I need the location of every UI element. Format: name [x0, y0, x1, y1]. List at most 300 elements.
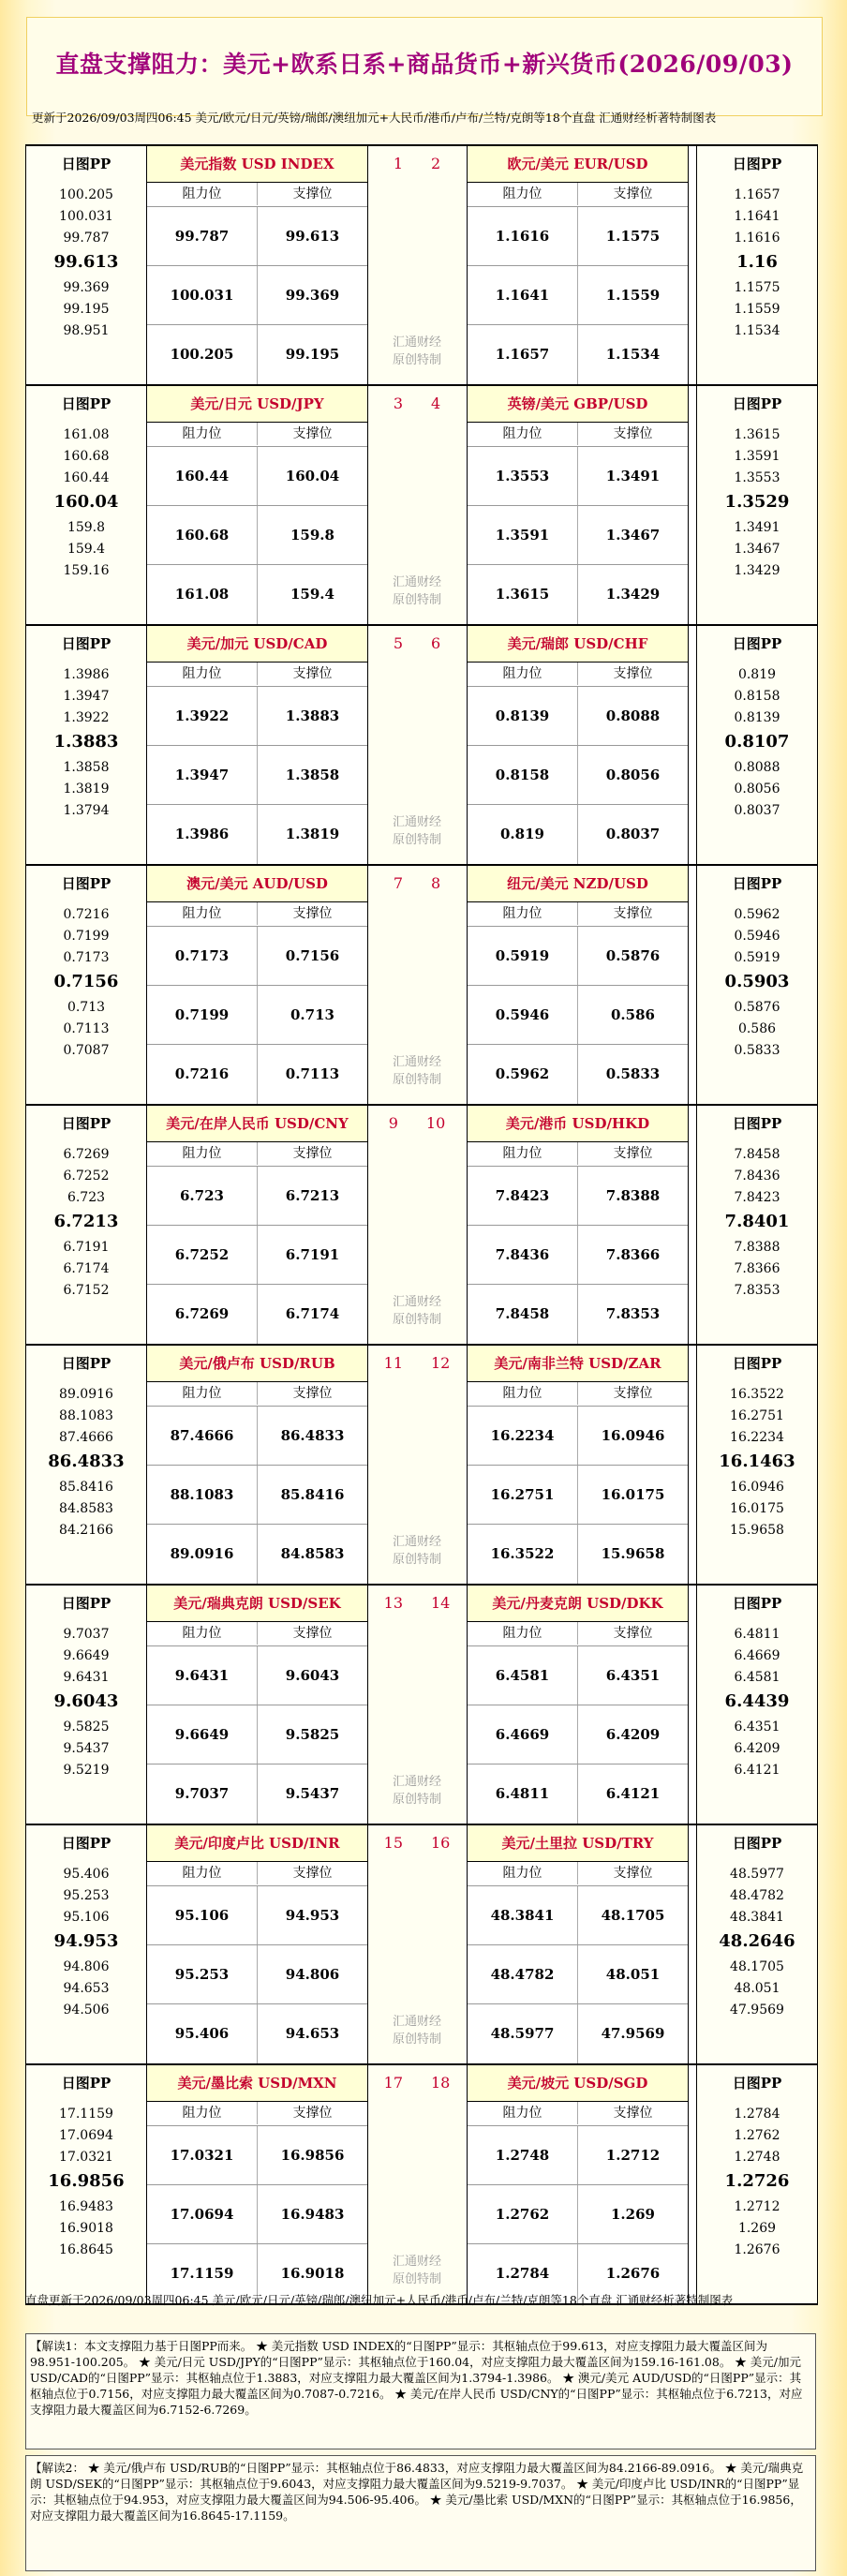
level-row: [468, 1406, 688, 1466]
resistance-header: 阻力位: [468, 183, 578, 205]
block-number-right: 12: [431, 1354, 451, 1372]
support-value: 94.806: [285, 1966, 340, 1983]
right-pivot-column: [696, 866, 817, 1104]
resistance-value: 89.0916: [147, 1525, 258, 1584]
currency-pair-table: [147, 146, 368, 384]
level-value: 9.7037: [63, 1627, 110, 1642]
resistance-value: 48.5977: [468, 2004, 578, 2063]
level-value: 16.0946: [730, 1480, 784, 1495]
resistance-value: 88.1083: [147, 1466, 258, 1525]
level-value: 1.1616: [734, 231, 780, 246]
resistance-header: 阻力位: [147, 1622, 258, 1645]
level-row: [147, 1465, 367, 1525]
level-value: 159.8: [67, 520, 106, 535]
level-value: 87.4666: [59, 1430, 113, 1445]
level-row: [147, 206, 367, 266]
pair-name: 美元/墨比索 USD/MXN: [147, 2065, 367, 2102]
pair-block: [26, 866, 817, 1106]
pivot-value: 1.16: [736, 252, 778, 272]
resistance-header: 阻力位: [468, 423, 578, 445]
resistance-header: 阻力位: [468, 1862, 578, 1884]
block-number-left: 15: [383, 1834, 403, 1852]
support-value: 0.7113: [285, 1065, 340, 1082]
watermark: [368, 1293, 466, 1329]
block-index-column: [368, 1825, 466, 2063]
level-value: 6.4669: [734, 1648, 780, 1663]
currency-pair-table: [147, 626, 368, 864]
level-row: [147, 1885, 367, 1945]
resistance-header: 阻力位: [468, 1142, 578, 1165]
level-value: 100.205: [59, 187, 113, 202]
watermark: [368, 334, 466, 369]
currency-pair-table: [467, 146, 689, 384]
support-header: 支撑位: [613, 1146, 653, 1161]
support-value: 0.713: [290, 1006, 334, 1023]
level-row: [147, 564, 367, 624]
support-header: 支撑位: [292, 666, 333, 681]
level-value: 1.1575: [734, 280, 780, 295]
resistance-value: 1.3553: [468, 447, 578, 506]
support-value: 85.8416: [280, 1486, 345, 1503]
level-value: 6.7252: [63, 1169, 110, 1184]
level-row: [147, 2125, 367, 2185]
level-row: [147, 926, 367, 986]
resistance-value: 161.08: [147, 565, 258, 624]
support-value: 16.9856: [280, 2147, 345, 2164]
watermark-line-1: 汇通财经: [392, 815, 441, 829]
resistance-header: 阻力位: [147, 1862, 258, 1884]
support-value: 6.7191: [285, 1246, 340, 1263]
level-row: [147, 265, 367, 325]
currency-pair-table: [147, 866, 368, 1104]
support-value: 7.8366: [605, 1246, 661, 1263]
level-value: 0.8037: [734, 803, 780, 818]
right-pivot-column: [696, 1825, 817, 2063]
resistance-value: 16.2751: [468, 1466, 578, 1525]
level-row: [468, 446, 688, 506]
resistance-value: 7.8423: [468, 1167, 578, 1226]
watermark-line-2: 原创特制: [392, 353, 441, 367]
block-number-left: 9: [388, 1114, 398, 1132]
resistance-header: 阻力位: [147, 1142, 258, 1165]
level-value: 7.8366: [734, 1261, 780, 1276]
level-value: 48.3841: [730, 1910, 784, 1925]
level-row: [147, 1406, 367, 1466]
level-value: 1.2784: [734, 2107, 780, 2122]
pivot-value: 7.8401: [724, 1212, 790, 1231]
block-number-left: 1: [393, 155, 403, 172]
level-value: 1.1641: [734, 209, 780, 224]
support-value: 99.195: [285, 346, 340, 363]
support-header: 支撑位: [613, 186, 653, 201]
level-value: 6.4209: [734, 1741, 780, 1756]
level-value: 1.1534: [734, 323, 780, 338]
support-value: 1.3429: [605, 586, 661, 603]
watermark-line-2: 原创特制: [392, 1793, 441, 1807]
resistance-value: 16.2234: [468, 1407, 578, 1466]
resistance-value: 0.5946: [468, 986, 578, 1045]
level-row: [147, 686, 367, 746]
block-numbers: [368, 1346, 466, 1381]
block-number-right: 14: [431, 1594, 451, 1612]
pivot-value: 86.4833: [48, 1452, 125, 1471]
resistance-value: 0.819: [468, 805, 578, 864]
watermark: [368, 1533, 466, 1569]
level-value: 1.3922: [63, 710, 110, 725]
pair-block: [26, 1825, 817, 2065]
support-value: 9.6043: [285, 1667, 340, 1684]
level-value: 1.3429: [734, 563, 780, 578]
block-index-column: [368, 1346, 466, 1584]
pivot-table: [25, 144, 818, 2305]
block-numbers: [368, 386, 466, 422]
watermark-line-2: 原创特制: [392, 833, 441, 847]
watermark-line-1: 汇通财经: [392, 1775, 441, 1789]
block-index-column: [368, 626, 466, 864]
block-index-column: [368, 146, 466, 384]
watermark-line-2: 原创特制: [392, 1073, 441, 1087]
pivot-value: 6.7213: [53, 1212, 119, 1231]
resistance-value: 1.3615: [468, 565, 578, 624]
resistance-value: 16.3522: [468, 1525, 578, 1584]
level-value: 0.7113: [63, 1021, 110, 1036]
pivot-value: 0.5903: [724, 972, 790, 991]
level-value: 159.4: [67, 542, 106, 557]
pair-block: [26, 1106, 817, 1346]
pair-name: 美元/在岸人民币 USD/CNY: [147, 1106, 367, 1142]
level-value: 160.44: [63, 470, 110, 485]
level-row: [147, 1166, 367, 1226]
daily-pp-header: 日图PP: [732, 1355, 782, 1372]
currency-pair-table: [147, 2065, 368, 2303]
block-numbers: [368, 626, 466, 662]
right-pivot-column: [696, 626, 817, 864]
level-value: 0.8056: [734, 782, 780, 797]
block-index-column: [368, 1106, 466, 1344]
level-value: 16.9483: [59, 2199, 113, 2214]
level-row: [147, 985, 367, 1045]
support-value: 1.2712: [605, 2147, 661, 2164]
block-numbers: [368, 2065, 466, 2101]
level-row: [147, 745, 367, 805]
left-pivot-column: [26, 1106, 147, 1344]
support-value: 0.8056: [605, 767, 661, 783]
block-number-right: 8: [431, 874, 441, 892]
level-value: 0.5962: [734, 907, 780, 922]
support-value: 7.8353: [605, 1305, 661, 1322]
level-value: 6.4351: [734, 1720, 780, 1735]
resistance-value: 0.5962: [468, 1045, 578, 1104]
level-value: 1.1559: [734, 302, 780, 317]
resistance-value: 6.7252: [147, 1226, 258, 1285]
level-value: 0.7199: [63, 929, 110, 944]
block-number-right: 10: [425, 1114, 446, 1132]
level-row: [468, 926, 688, 986]
watermark-line-1: 汇通财经: [392, 1535, 441, 1549]
level-row: [468, 1645, 688, 1705]
resistance-value: 17.1159: [147, 2244, 258, 2303]
support-value: 16.9483: [280, 2206, 345, 2223]
level-value: 1.3553: [734, 470, 780, 485]
level-value: 1.2748: [734, 2150, 780, 2165]
level-value: 16.9018: [59, 2221, 113, 2236]
support-value: 16.0175: [601, 1486, 665, 1503]
level-value: 1.3819: [63, 782, 110, 797]
level-value: 0.713: [67, 1000, 106, 1015]
pivot-value: 0.7156: [53, 972, 119, 991]
level-value: 161.08: [63, 427, 110, 442]
resistance-value: 95.106: [147, 1886, 258, 1945]
daily-pp-header: 日图PP: [732, 2075, 782, 2092]
level-value: 99.369: [63, 280, 110, 295]
block-numbers: [368, 146, 466, 182]
support-value: 48.1705: [601, 1907, 665, 1924]
currency-pair-table: [147, 1106, 368, 1344]
level-value: 6.7269: [63, 1147, 110, 1162]
block-number-left: 5: [393, 634, 403, 652]
support-value: 1.269: [611, 2206, 655, 2223]
resistance-value: 1.2762: [468, 2185, 578, 2244]
level-row: [147, 1524, 367, 1584]
support-value: 16.9018: [280, 2265, 345, 2282]
level-value: 1.2762: [734, 2128, 780, 2143]
pivot-value: 94.953: [53, 1931, 119, 1951]
level-row: [468, 2003, 688, 2063]
resistance-value: 160.68: [147, 506, 258, 565]
level-value: 95.406: [63, 1867, 110, 1882]
support-header: 支撑位: [613, 906, 653, 921]
left-pivot-column: [26, 146, 147, 384]
support-header: 支撑位: [613, 1386, 653, 1401]
level-value: 94.806: [63, 1959, 110, 1974]
level-value: 6.7191: [63, 1240, 110, 1255]
watermark-line-2: 原创特制: [392, 593, 441, 607]
daily-pp-header: 日图PP: [732, 875, 782, 892]
support-value: 1.3819: [285, 826, 340, 842]
watermark-line-1: 汇通财经: [392, 575, 441, 589]
resistance-value: 100.205: [147, 325, 258, 384]
pivot-value: 1.2726: [724, 2171, 790, 2191]
daily-pp-header: 日图PP: [61, 1595, 111, 1612]
resistance-value: 1.1641: [468, 266, 578, 325]
level-row: [468, 505, 688, 565]
level-row: [147, 446, 367, 506]
support-value: 99.369: [285, 287, 340, 304]
right-pivot-column: [696, 1346, 817, 1584]
level-value: 0.8139: [734, 710, 780, 725]
support-header: 支撑位: [613, 1626, 653, 1641]
resistance-value: 0.8139: [468, 687, 578, 746]
support-value: 1.3858: [285, 767, 340, 783]
level-row: [468, 1284, 688, 1344]
level-row: [147, 1705, 367, 1764]
block-numbers: [368, 1825, 466, 1861]
level-value: 1.3467: [734, 542, 780, 557]
daily-pp-header: 日图PP: [732, 1115, 782, 1132]
level-value: 1.3491: [734, 520, 780, 535]
watermark-line-2: 原创特制: [392, 1553, 441, 1567]
resistance-value: 1.3947: [147, 746, 258, 805]
pair-name: 美元/南非兰特 USD/ZAR: [468, 1346, 688, 1382]
level-row: [468, 1944, 688, 2004]
pivot-value: 16.9856: [48, 2171, 125, 2191]
right-pivot-column: [696, 1106, 817, 1344]
level-value: 0.5833: [734, 1043, 780, 1058]
daily-pp-header: 日图PP: [732, 1835, 782, 1852]
resistance-value: 7.8458: [468, 1285, 578, 1344]
support-value: 48.051: [605, 1966, 661, 1983]
resistance-value: 9.6649: [147, 1705, 258, 1764]
support-value: 1.2676: [605, 2265, 661, 2282]
level-value: 88.1083: [59, 1408, 113, 1423]
level-row: [468, 1524, 688, 1584]
right-pivot-column: [696, 2065, 817, 2303]
currency-pair-table: [147, 1346, 368, 1584]
pair-name: 美元/港币 USD/HKD: [468, 1106, 688, 1142]
support-header: 支撑位: [613, 2106, 653, 2121]
support-header: 支撑位: [292, 1626, 333, 1641]
daily-pp-header: 日图PP: [732, 156, 782, 172]
level-value: 1.3615: [734, 427, 780, 442]
left-pivot-column: [26, 2065, 147, 2303]
currency-pair-table: [467, 866, 689, 1104]
level-value: 1.269: [737, 2221, 777, 2236]
level-row: [468, 265, 688, 325]
level-value: 0.7216: [63, 907, 110, 922]
level-value: 0.5919: [734, 950, 780, 965]
level-value: 17.0321: [59, 2150, 113, 2165]
resistance-value: 9.6431: [147, 1646, 258, 1705]
pair-name: 美元/瑞郎 USD/CHF: [468, 626, 688, 663]
resistance-header: 阻力位: [147, 2102, 258, 2124]
level-row: [468, 324, 688, 384]
block-number-right: 4: [431, 395, 441, 412]
level-value: 0.8088: [734, 760, 780, 775]
resistance-value: 100.031: [147, 266, 258, 325]
watermark: [368, 573, 466, 609]
block-numbers: [368, 1586, 466, 1621]
level-value: 48.051: [734, 1981, 780, 1996]
support-value: 1.1575: [605, 228, 661, 245]
resistance-value: 1.3591: [468, 506, 578, 565]
block-index-column: [368, 1586, 466, 1824]
support-value: 9.5825: [285, 1726, 340, 1743]
support-value: 6.4351: [605, 1667, 661, 1684]
currency-pair-table: [467, 1106, 689, 1344]
level-value: 48.5977: [730, 1867, 784, 1882]
pair-name: 纽元/美元 NZD/USD: [468, 866, 688, 902]
resistance-value: 6.7269: [147, 1285, 258, 1344]
support-value: 6.7174: [285, 1305, 340, 1322]
pair-name: 英镑/美元 GBP/USD: [468, 386, 688, 423]
left-pivot-column: [26, 1825, 147, 2063]
support-value: 159.8: [290, 527, 334, 543]
level-value: 16.8645: [59, 2242, 113, 2257]
level-row: [468, 985, 688, 1045]
level-value: 0.819: [737, 667, 777, 682]
left-pivot-column: [26, 626, 147, 864]
resistance-value: 6.4669: [468, 1705, 578, 1764]
level-value: 1.3947: [63, 689, 110, 704]
level-value: 1.3986: [63, 667, 110, 682]
resistance-value: 95.253: [147, 1945, 258, 2004]
level-value: 84.8583: [59, 1501, 113, 1516]
support-header: 支撑位: [613, 1866, 653, 1881]
currency-pair-table: [467, 1346, 689, 1584]
support-value: 86.4833: [280, 1427, 345, 1444]
support-value: 1.1559: [605, 287, 661, 304]
resistance-value: 48.4782: [468, 1945, 578, 2004]
watermark-line-1: 汇通财经: [392, 335, 441, 350]
resistance-value: 6.723: [147, 1167, 258, 1226]
level-value: 9.5219: [63, 1763, 110, 1778]
support-header: 支撑位: [613, 426, 653, 441]
level-value: 6.7174: [63, 1261, 110, 1276]
level-row: [468, 1885, 688, 1945]
support-header: 支撑位: [292, 1146, 333, 1161]
resistance-value: 17.0321: [147, 2126, 258, 2185]
pivot-value: 6.4439: [724, 1691, 790, 1711]
pair-name: 美元/坡元 USD/SGD: [468, 2065, 688, 2102]
pair-block: [26, 1346, 817, 1586]
resistance-value: 0.7216: [147, 1045, 258, 1104]
right-pivot-column: [696, 146, 817, 384]
level-value: 0.586: [737, 1021, 777, 1036]
support-value: 16.0946: [601, 1427, 665, 1444]
level-row: [147, 804, 367, 864]
resistance-value: 87.4666: [147, 1407, 258, 1466]
level-value: 47.9569: [730, 2003, 784, 2018]
level-value: 7.8423: [734, 1190, 780, 1205]
level-value: 16.2234: [730, 1430, 784, 1445]
level-value: 0.7173: [63, 950, 110, 965]
daily-pp-header: 日图PP: [61, 635, 111, 652]
level-row: [147, 2003, 367, 2063]
daily-pp-header: 日图PP: [61, 1115, 111, 1132]
level-value: 0.7087: [63, 1043, 110, 1058]
support-header: 支撑位: [292, 426, 333, 441]
level-value: 7.8388: [734, 1240, 780, 1255]
level-row: [468, 206, 688, 266]
level-value: 9.6649: [63, 1648, 110, 1663]
currency-pair-table: [467, 626, 689, 864]
level-value: 84.2166: [59, 1523, 113, 1538]
watermark: [368, 1053, 466, 1089]
resistance-header: 阻力位: [468, 902, 578, 925]
currency-pair-table: [467, 1586, 689, 1824]
right-pivot-column: [696, 386, 817, 624]
level-row: [468, 804, 688, 864]
level-value: 0.8158: [734, 689, 780, 704]
support-header: 支撑位: [292, 1386, 333, 1401]
pair-block: [26, 1586, 817, 1825]
support-header: 支撑位: [292, 1866, 333, 1881]
level-row: [468, 2125, 688, 2185]
level-value: 95.253: [63, 1888, 110, 1903]
page-title: 直盘支撑阻力：美元+欧系日系+商品货币+新兴货币(2026/09/03): [55, 51, 794, 78]
pivot-value: 99.613: [53, 252, 119, 272]
pair-name: 美元/俄卢布 USD/RUB: [147, 1346, 367, 1382]
watermark-line-1: 汇通财经: [392, 1055, 441, 1069]
resistance-value: 1.3986: [147, 805, 258, 864]
level-value: 94.506: [63, 2003, 110, 2018]
level-value: 1.3591: [734, 449, 780, 464]
pivot-value: 160.04: [53, 492, 119, 512]
title-box: [26, 17, 823, 116]
level-value: 1.3858: [63, 760, 110, 775]
level-value: 7.8353: [734, 1283, 780, 1298]
block-number-right: 16: [431, 1834, 451, 1852]
